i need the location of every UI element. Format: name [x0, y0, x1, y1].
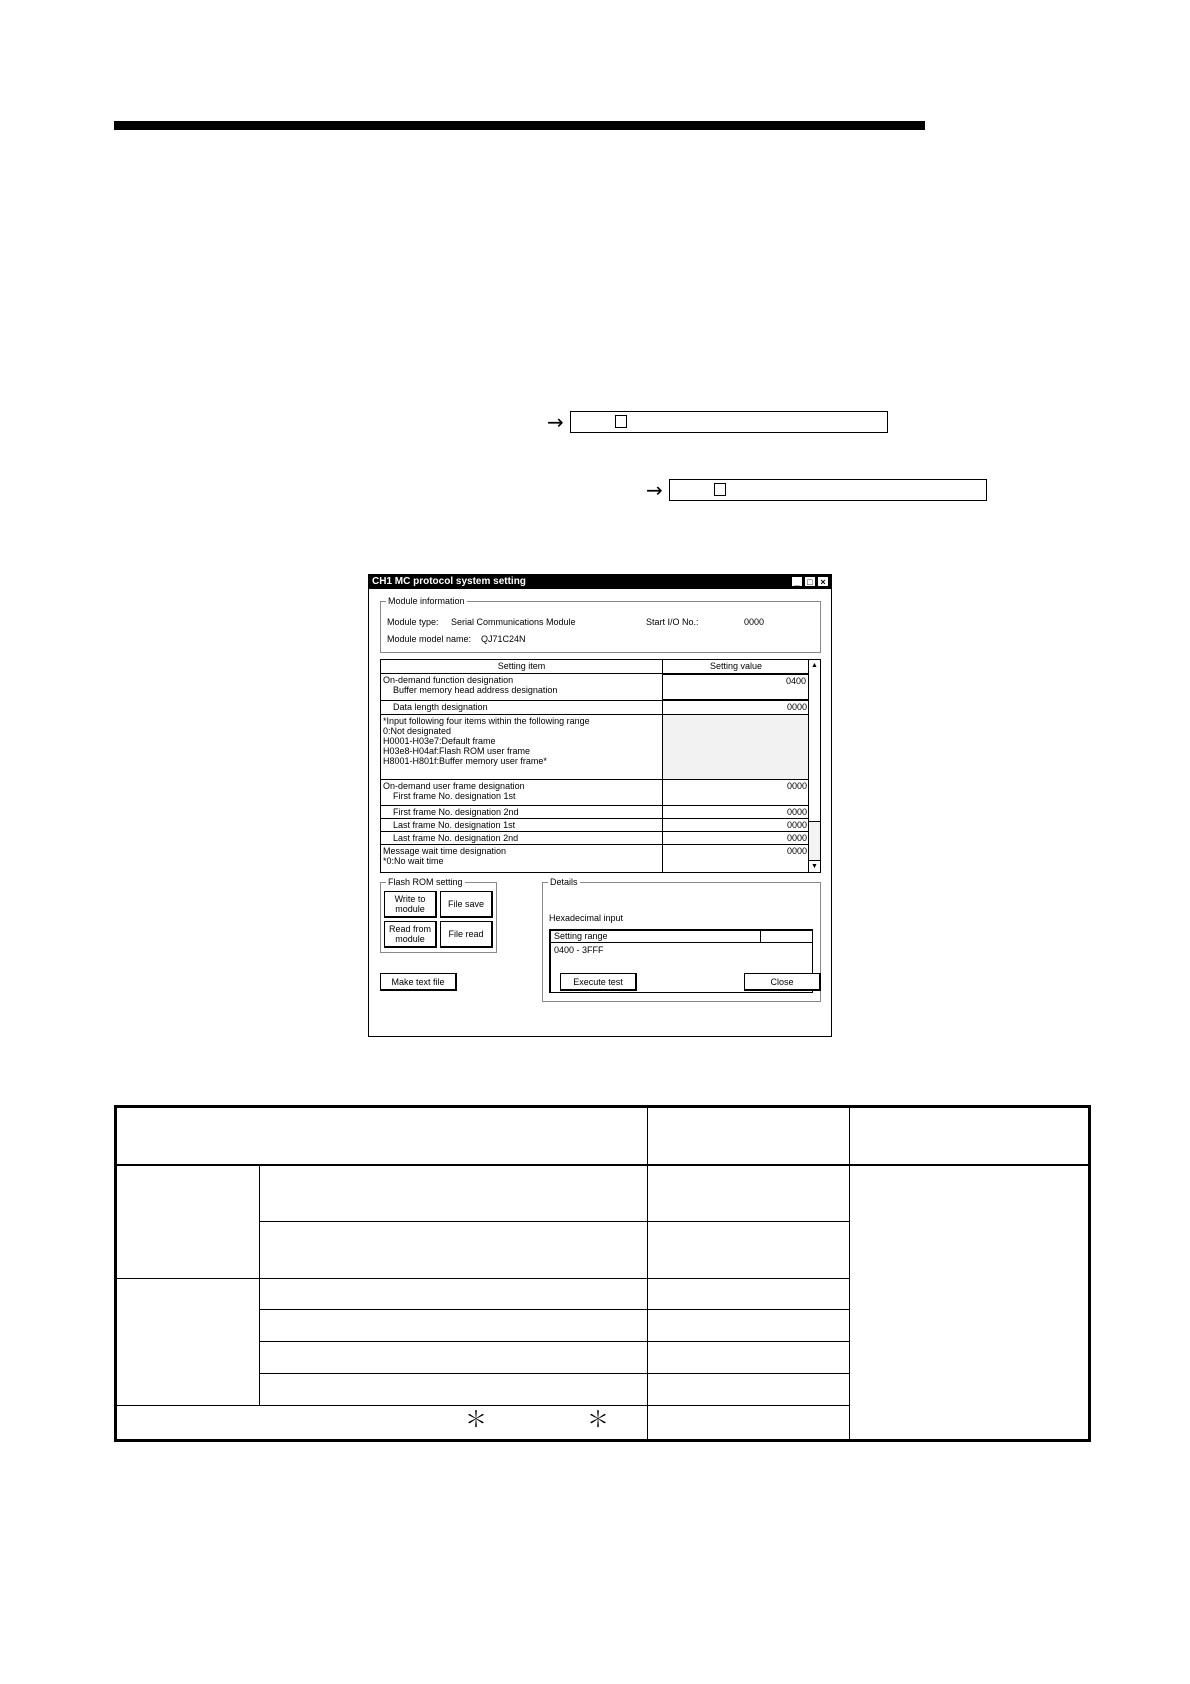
square-icon	[714, 483, 726, 496]
grid-row[interactable]	[381, 806, 809, 819]
grid-row[interactable]	[381, 780, 809, 806]
dialog-titlebar	[369, 575, 831, 589]
setting-item: Last frame No. designation 1st	[383, 820, 516, 830]
execute-test-button[interactable]: Execute test	[560, 973, 637, 991]
settings-grid	[380, 659, 821, 873]
file-read-button[interactable]: File read	[440, 921, 493, 948]
setting-value-input[interactable]: 0400	[662, 674, 809, 700]
table-col-line	[849, 1108, 850, 1439]
arrow-icon: →	[547, 410, 564, 434]
make-text-file-button[interactable]: Make text file	[380, 973, 457, 991]
reference-row-1	[547, 410, 888, 434]
module-model-label: Module model name:	[387, 634, 472, 644]
arrow-icon: →	[646, 478, 663, 502]
write-to-module-button[interactable]: Write to module	[384, 891, 437, 918]
grid-row	[381, 715, 809, 780]
scroll-up-icon[interactable]: ▲	[809, 660, 820, 672]
table-col-line	[259, 1164, 260, 1405]
table-row-rule	[117, 1278, 849, 1279]
maximize-icon[interactable]: □	[804, 576, 816, 587]
dialog-title: CH1 MC protocol system setting	[372, 576, 526, 587]
setting-value-input[interactable]: 0000	[662, 832, 809, 844]
top-rule	[114, 121, 925, 130]
reference-box-1	[570, 411, 888, 433]
close-icon[interactable]: ×	[817, 576, 829, 587]
grid-scrollbar[interactable]	[808, 660, 820, 872]
settings-table	[114, 1105, 1091, 1442]
file-save-button[interactable]: File save	[440, 891, 493, 918]
asterisk-mark: ＊	[465, 1408, 488, 1433]
minimize-icon[interactable]: _	[791, 576, 803, 587]
module-info-group	[380, 596, 821, 653]
setting-value-input[interactable]: 0000	[662, 845, 809, 872]
grid-row[interactable]	[381, 701, 809, 715]
flash-rom-group	[380, 877, 497, 953]
range-header: Setting range	[551, 931, 761, 943]
grid-row[interactable]	[381, 845, 809, 872]
setting-item: Data length designation	[383, 702, 488, 712]
table-row-rule	[259, 1309, 849, 1310]
read-from-module-button[interactable]: Read from module	[384, 921, 437, 948]
setting-value-input[interactable]: 0000	[662, 806, 809, 818]
setting-item: Last frame No. designation 2nd	[383, 833, 519, 843]
table-col-line	[647, 1108, 648, 1439]
table-row-rule	[259, 1341, 849, 1342]
module-model-value: QJ71C24N	[481, 634, 526, 644]
details-label: Details	[550, 877, 578, 887]
setting-item: First frame No. designation 2nd	[383, 807, 519, 817]
module-info-label: Module information	[388, 596, 465, 606]
reference-box-2	[669, 479, 987, 501]
table-header-rule	[117, 1164, 1088, 1166]
range-value: 0400 - 3FFF	[554, 945, 604, 955]
table-row-rule	[259, 1373, 849, 1374]
input-type-text: Hexadecimal input	[549, 913, 624, 923]
setting-value-input[interactable]: 0000	[662, 819, 809, 831]
start-io-label: Start I/O No.:	[646, 617, 699, 627]
grid-row[interactable]	[381, 832, 809, 845]
col-header-value: Setting value	[663, 660, 809, 674]
close-button[interactable]: Close	[744, 973, 821, 991]
reference-row-2	[646, 478, 987, 502]
setting-value-input[interactable]: 0000	[662, 701, 809, 714]
setting-item: Message wait time designation *0:No wait time	[383, 846, 507, 866]
col-header-item: Setting item	[381, 660, 663, 674]
flash-rom-label: Flash ROM setting	[388, 877, 463, 887]
setting-value-input[interactable]: 0000	[662, 780, 809, 805]
module-type-label: Module type:	[387, 617, 439, 627]
range-header-blank	[761, 931, 813, 943]
module-type-value: Serial Communications Module	[451, 617, 576, 627]
asterisk-mark: ＊	[587, 1408, 610, 1433]
grid-row[interactable]	[381, 674, 809, 701]
grid-row[interactable]	[381, 819, 809, 832]
start-io-value: 0000	[744, 617, 765, 627]
setting-note: *Input following four items within the following range 0:Not designated H0001-H03e7:Default frame H03e8-H04af:Flash ROM user frame H8001-H801f:Buffer memory user frame*	[383, 716, 590, 766]
setting-item: On-demand function designation Buffer memory head address designation	[383, 675, 558, 695]
table-row-rule	[117, 1405, 849, 1406]
mc-protocol-dialog	[368, 574, 832, 1037]
square-icon	[615, 415, 627, 428]
scroll-down-icon[interactable]: ▼	[809, 860, 820, 872]
setting-item: On-demand user frame designation First frame No. designation 1st	[383, 781, 525, 801]
table-row-rule	[259, 1221, 849, 1222]
setting-value-empty	[662, 715, 809, 779]
scroll-thumb[interactable]	[809, 671, 820, 822]
